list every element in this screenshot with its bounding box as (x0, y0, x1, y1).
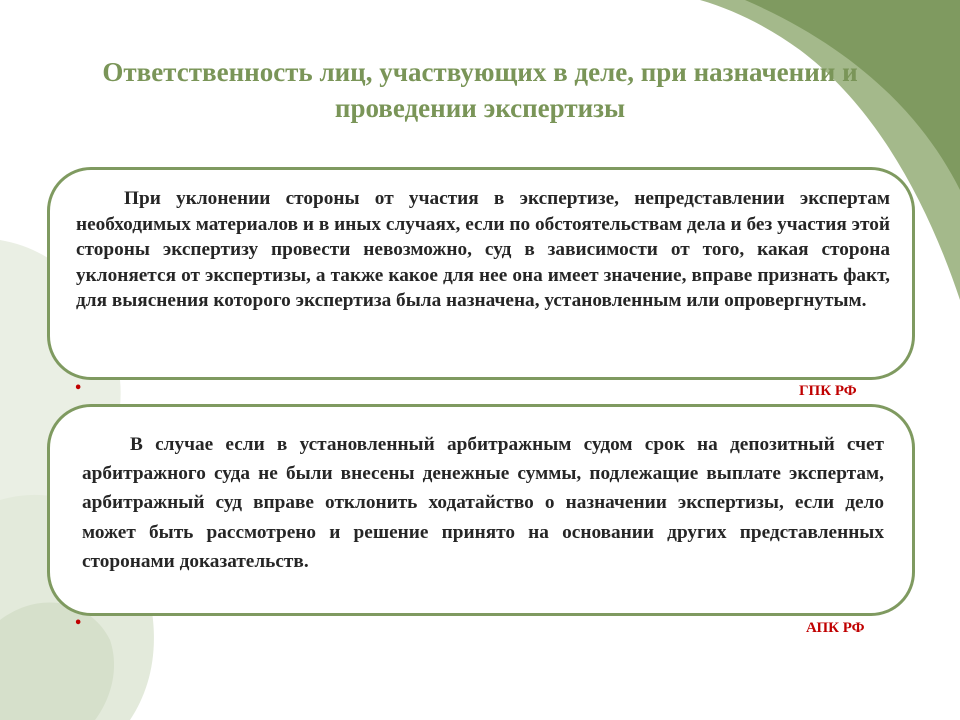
source-label-apk: АПК РФ (806, 620, 865, 636)
source-label-gpk: ГПК РФ (799, 383, 857, 399)
bullet-marker: • (74, 381, 83, 396)
text-block-gpk (47, 167, 915, 380)
block-text: При уклонении стороны от участия в экспертизе, непредставлении экспертам необходимых материалов и в иных случаях, если по обстоятельствам дела и без участия этой стороны экспертизу провести невозможно, суд в зависимости от того, какая сторона уклоняется от экспертизы, а также какое для нее она имеет значение, вправе признать факт, для выяснения которого экспертиза была назначена, установленным или опровергнутым. (76, 188, 890, 311)
slide-title: Ответственность лиц, участвующих в деле, при назначении и проведении экспертизы (102, 57, 858, 123)
bullet-marker: • (74, 616, 83, 631)
text-block-apk (47, 404, 915, 616)
block-text: В случае если в установленный арбитражным судом срок на депозитный счет арбитражного суда не были внесены денежные суммы, подлежащие выплате экспертам, арбитражный суд вправе отклонить ходатайство о назначении экспертизы, если дело может быть рассмотрено и решение принято на основании других представленных сторонами доказательств. (82, 434, 884, 572)
